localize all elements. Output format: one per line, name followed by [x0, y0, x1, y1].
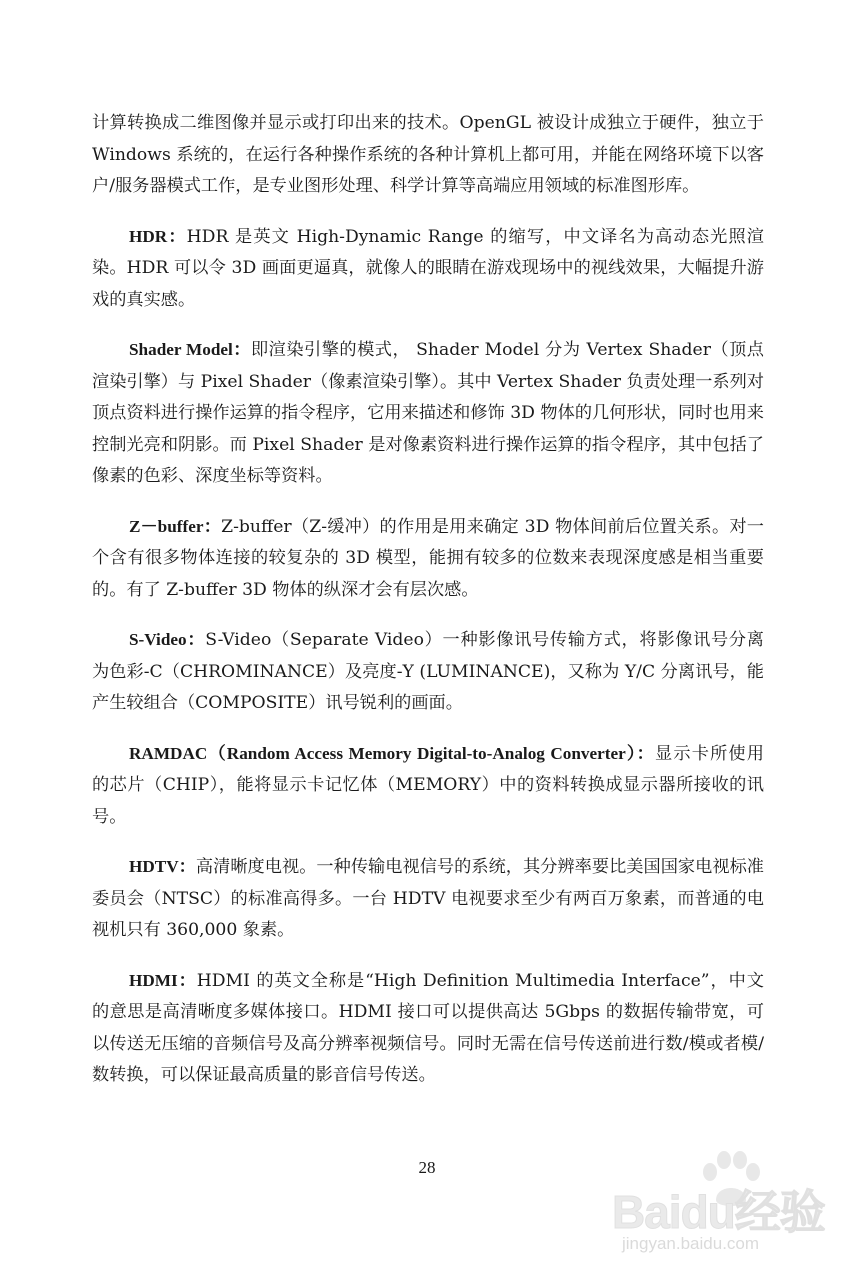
term-z-buffer: Z－buffer： — [129, 516, 222, 536]
paragraph-s-video — [92, 624, 764, 720]
paragraph-opengl — [92, 108, 764, 203]
term-hdtv: HDTV： — [129, 857, 196, 876]
baidu-jingyan-watermark — [612, 1150, 844, 1270]
paragraph-z-buffer — [92, 511, 764, 607]
paragraph-text: 显示卡所使用的芯片（CHIP），能将显示卡记忆体（MEMORY）中的资料转换成显示器所接收的讯号。 — [92, 743, 764, 827]
watermark-url: jingyan.baidu.com — [622, 1234, 760, 1253]
term-hdr: HDR： — [129, 226, 187, 246]
term-shader-model: Shader Model： — [129, 340, 251, 359]
paragraph-hdmi — [92, 965, 764, 1092]
paragraph-text: 计算转换成二维图像并显示或打印出来的技术。OpenGL 被设计成独立于硬件，独立于 Windows 系统的，在运行各种操作系统的各种计算机上都可用，并能在网络环境下以客户/服务器模式工作，是专业图形处理、科学计算等高端应用领域的标准图形库。 — [92, 113, 764, 196]
page-number: 28 — [418, 1158, 436, 1177]
paragraph-text: 高清晰度电视。一种传输电视信号的系统，其分辨率要比美国国家电视标准委员会（NTSC）的标准高得多。一台 HDTV 电视要求至少有两百万象素，而普通的电视机只有 360,000 象素。 — [92, 857, 764, 940]
paragraph-text: Z-buffer（Z-缓冲）的作用是用来确定 3D 物体间前后位置关系。对一个含有很多物体连接的较复杂的 3D 模型，能拥有较多的位数来表现深度感是相当重要的。有了 Z-buffer 3D 物体的纵深才会有层次感。 — [92, 516, 764, 600]
paragraph-text: HDR 是英文 High-Dynamic Range 的缩写，中文译名为高动态光照渲染。HDR 可以令 3D 画面更逼真，就像人的眼睛在游戏现场中的视线效果，大幅提升游戏的真实感。 — [92, 226, 764, 310]
paragraph-hdr — [92, 221, 764, 317]
term-ramdac: RAMDAC（Random Access Memory Digital-to-Analog Converter）： — [129, 743, 656, 763]
body-text — [92, 108, 764, 1110]
watermark-brand: Baidu经验 — [612, 1186, 825, 1238]
paragraph-text: 即渲染引擎的模式， Shader Model 分为 Vertex Shader（顶点渲染引擎）与 Pixel Shader（像素渲染引擎）。其中 Vertex Shader 负责处理一系列对顶点资料进行操作运算的指令程序，它用来描述和修饰 3D 物体的几何形状，同时也用来控制光亮和阴影。而 Pixel Shader 是对像素资料进行操作运算的指令程序，其中包括了像素的色彩、深度坐标等资料。 — [92, 340, 764, 486]
term-s-video: S-Video： — [129, 630, 206, 649]
paragraph-text: S-Video（Separate Video）一种影像讯号传输方式，将影像讯号分离为色彩-C（CHROMINANCE）及亮度-Y (LUMINANCE)，又称为 Y/C 分离讯号，能产生较组合（COMPOSITE）讯号锐利的画面。 — [92, 630, 764, 713]
paragraph-text: HDMI 的英文全称是“High Definition Multimedia Interface”，中文的意思是高清晰度多媒体接口。HDMI 接口可以提供高达 5Gbps 的数据传输带宽，可以传送无压缩的音频信号及高分辨率视频信号。同时无需在信号传送前进行数/模或者模/数转换，可以保证最高质量的影音信号传送。 — [92, 970, 764, 1085]
term-hdmi: HDMI： — [129, 970, 197, 990]
paragraph-hdtv — [92, 851, 764, 947]
paragraph-shader-model — [92, 334, 764, 493]
paragraph-ramdac — [92, 738, 764, 834]
